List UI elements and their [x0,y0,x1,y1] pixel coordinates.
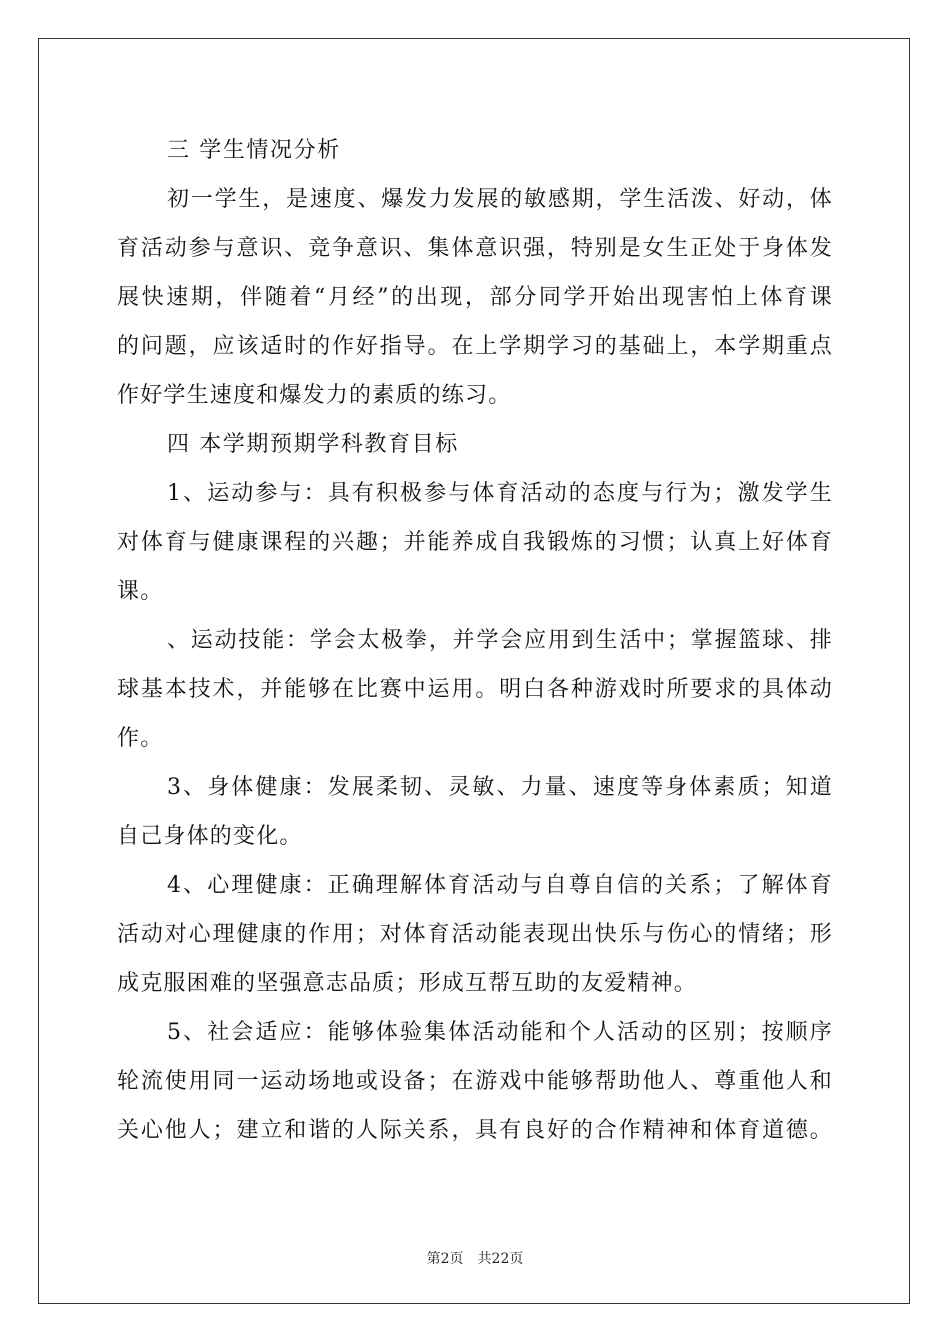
paragraph-line: 作好学生速度和爆发力的素质的练习。 [117,383,512,408]
paragraph-line: 课。 [117,579,164,604]
paragraph-line: 展快速期，伴随着“月经”的出现，部分同学开始出现害怕上体育课 [117,285,833,310]
paragraph-line: 的问题，应该适时的作好指导。在上学期学习的基础上，本学期重点 [117,334,833,359]
paragraph-line: 活动对心理健康的作用；对体育活动能表现出快乐与伤心的情绪；形 [117,922,833,947]
paragraph-line: 关心他人；建立和谐的人际关系，具有良好的合作精神和体育道德。 [117,1118,833,1143]
document-body [117,126,833,1155]
paragraph-line: 球基本技术，并能够在比赛中运用。明白各种游戏时所要求的具体动 [117,677,833,702]
paragraph-line: 自己身体的变化。 [117,824,303,849]
paragraph-line: 1、运动参与：具有积极参与体育活动的态度与行为；激发学生 [167,481,833,506]
page-number: 第2页 [426,1251,464,1267]
paragraph-line: 轮流使用同一运动场地或设备；在游戏中能够帮助他人、尊重他人和 [117,1069,833,1094]
total-pages: 共22页 [477,1251,524,1267]
paragraph-line: 对体育与健康课程的兴趣；并能养成自我锻炼的习惯；认真上好体育 [117,530,833,555]
paragraph-line: 、运动技能：学会太极拳，并学会应用到生活中；掌握篮球、排 [167,628,833,653]
paragraph-line: 育活动参与意识、竞争意识、集体意识强，特别是女生正处于身体发 [117,236,833,261]
section-heading-goals: 四 本学期预期学科教育目标 [167,432,459,457]
page-footer [0,1248,950,1268]
section-heading-student-analysis: 三 学生情况分析 [167,138,341,163]
paragraph-line: 作。 [117,726,164,751]
paragraph-line: 5、社会适应：能够体验集体活动能和个人活动的区别；按顺序 [167,1020,833,1045]
paragraph-line: 初一学生，是速度、爆发力发展的敏感期，学生活泼、好动，体 [167,187,833,212]
paragraph-line: 3、身体健康：发展柔韧、灵敏、力量、速度等身体素质；知道 [167,775,833,800]
paragraph-line: 成克服困难的坚强意志品质；形成互帮互助的友爱精神。 [117,971,698,996]
paragraph-line: 4、心理健康：正确理解体育活动与自尊自信的关系；了解体育 [167,873,833,898]
